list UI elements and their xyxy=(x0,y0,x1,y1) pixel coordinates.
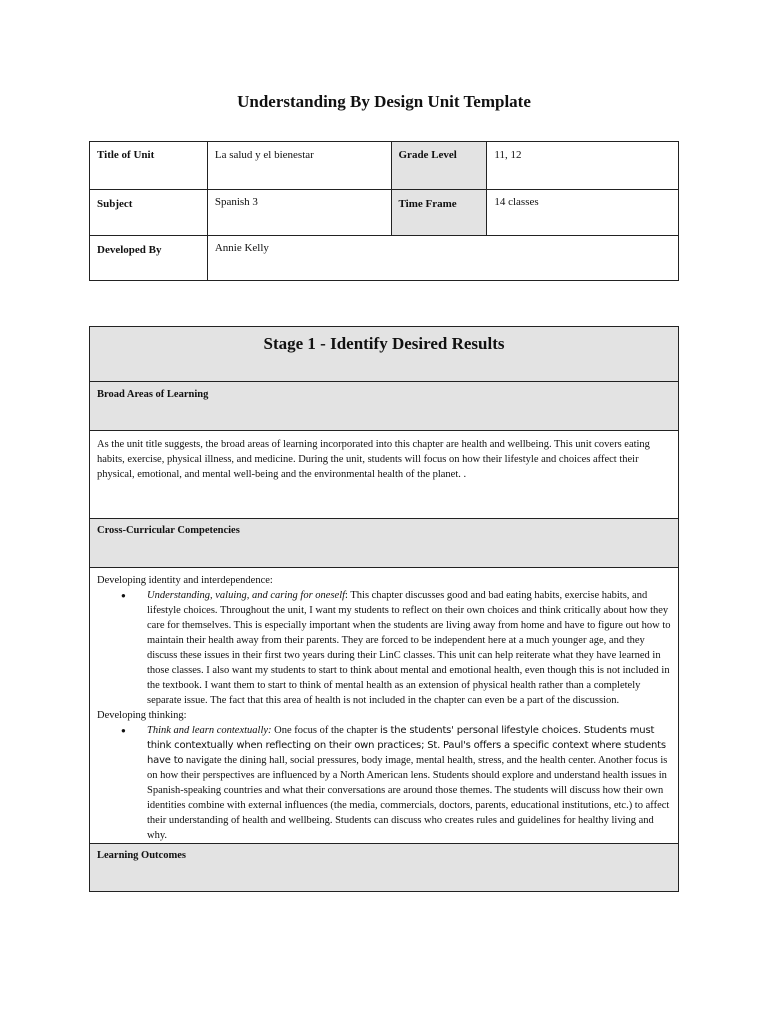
broad-areas-label-row xyxy=(90,382,679,431)
thinking-heading: Developing thinking: xyxy=(97,710,187,721)
list-item xyxy=(147,723,671,843)
learning-outcomes-label: Learning Outcomes xyxy=(97,850,186,861)
subject-label: Subject xyxy=(97,198,133,210)
cross-curricular-label-row xyxy=(90,519,679,568)
stage1-header-row xyxy=(90,327,679,382)
stage1-table xyxy=(89,326,679,892)
identity-item-title: Understanding, valuing, and caring for oneself xyxy=(147,590,346,601)
broad-areas-text: As the unit title suggests, the broad areas of learning incorporated into this chapter are health and wellbeing. This unit covers eating habits, exercise, physical illness, and medicine. During the unit, students will focus on how their lifestyle and choices affect their physical, emotional, and mental well-being and the environmental health of the planet. . xyxy=(97,439,650,480)
thinking-list xyxy=(97,723,671,843)
thinking-item-text-b: is the students' personal lifestyle choices. Students must think contextually when reflecting on their own practices; St. Paul's offers a specific context where students have to xyxy=(147,725,666,766)
developed-by-value: Annie Kelly xyxy=(214,242,269,254)
time-frame-label: Time Frame xyxy=(398,198,457,210)
learning-outcomes-label-row xyxy=(90,844,679,892)
cross-curricular-label: Cross-Curricular Competencies xyxy=(97,525,240,536)
identity-list xyxy=(97,588,671,708)
info-row-developer xyxy=(90,236,679,281)
cross-curricular-content xyxy=(97,573,671,843)
time-frame-value: 14 classes xyxy=(494,196,539,208)
identity-heading: Developing identity and interdependence: xyxy=(97,575,273,586)
info-row-title xyxy=(90,142,679,190)
stage1-title: Stage 1 - Identify Desired Results xyxy=(263,334,505,353)
broad-areas-label: Broad Areas of Learning xyxy=(97,389,209,400)
list-item xyxy=(147,588,671,708)
identity-item-text: : This chapter discusses good and bad eating habits, exercise habits, and lifestyle choices. Throughout the unit, I want my students to reflect on their own choices and think critically about how they care for themselves. This is especially important when the students are living away from home and have to figure out how to maintain their health away from their parents. They are forced to be independent here at a much younger age, and they discuss these issues in their first two years during their LinC classes. This unit can help reiterate what they have learned in those classes. I also want my students to start to think about mental and emotional health, even though this is not included in the textbook. I want them to start to think of mental health as an extension of physical health rather than a completely separate issue. The fact that this area of health is not included in the chapter can even be a part of the discussion. xyxy=(147,590,671,706)
thinking-item-text-c: navigate the dining hall, social pressures, body image, mental health, stress, and the health center. Another focus is on how their perspectives are influenced by a North American lens. Students should explore and understand health issues in Spanish-speaking countries and what their conversations are around those themes. The students will discuss how their own identities combine with external influences (the media, commercials, doctors, parents, educational institutions, etc.) to affect their understanding of health and wellbeing. Students can discuss who creates rules and guidelines for healthy living and why. xyxy=(147,755,670,841)
grade-level-value: 11, 12 xyxy=(494,149,522,161)
document-title: Understanding By Design Unit Template xyxy=(237,92,531,111)
unit-info-table xyxy=(89,141,679,281)
thinking-item-text-a: One focus of the chapter xyxy=(271,725,380,736)
subject-value: Spanish 3 xyxy=(214,196,258,208)
thinking-item-title: Think and learn contextually: xyxy=(147,725,272,736)
broad-areas-content-row xyxy=(90,431,679,519)
grade-level-label: Grade Level xyxy=(398,149,457,161)
title-of-unit-value: La salud y el bienestar xyxy=(214,149,314,161)
title-of-unit-label: Title of Unit xyxy=(97,149,155,161)
cross-curricular-content-row xyxy=(90,568,679,844)
developed-by-label: Developed By xyxy=(97,244,162,256)
info-row-subject xyxy=(90,190,679,236)
